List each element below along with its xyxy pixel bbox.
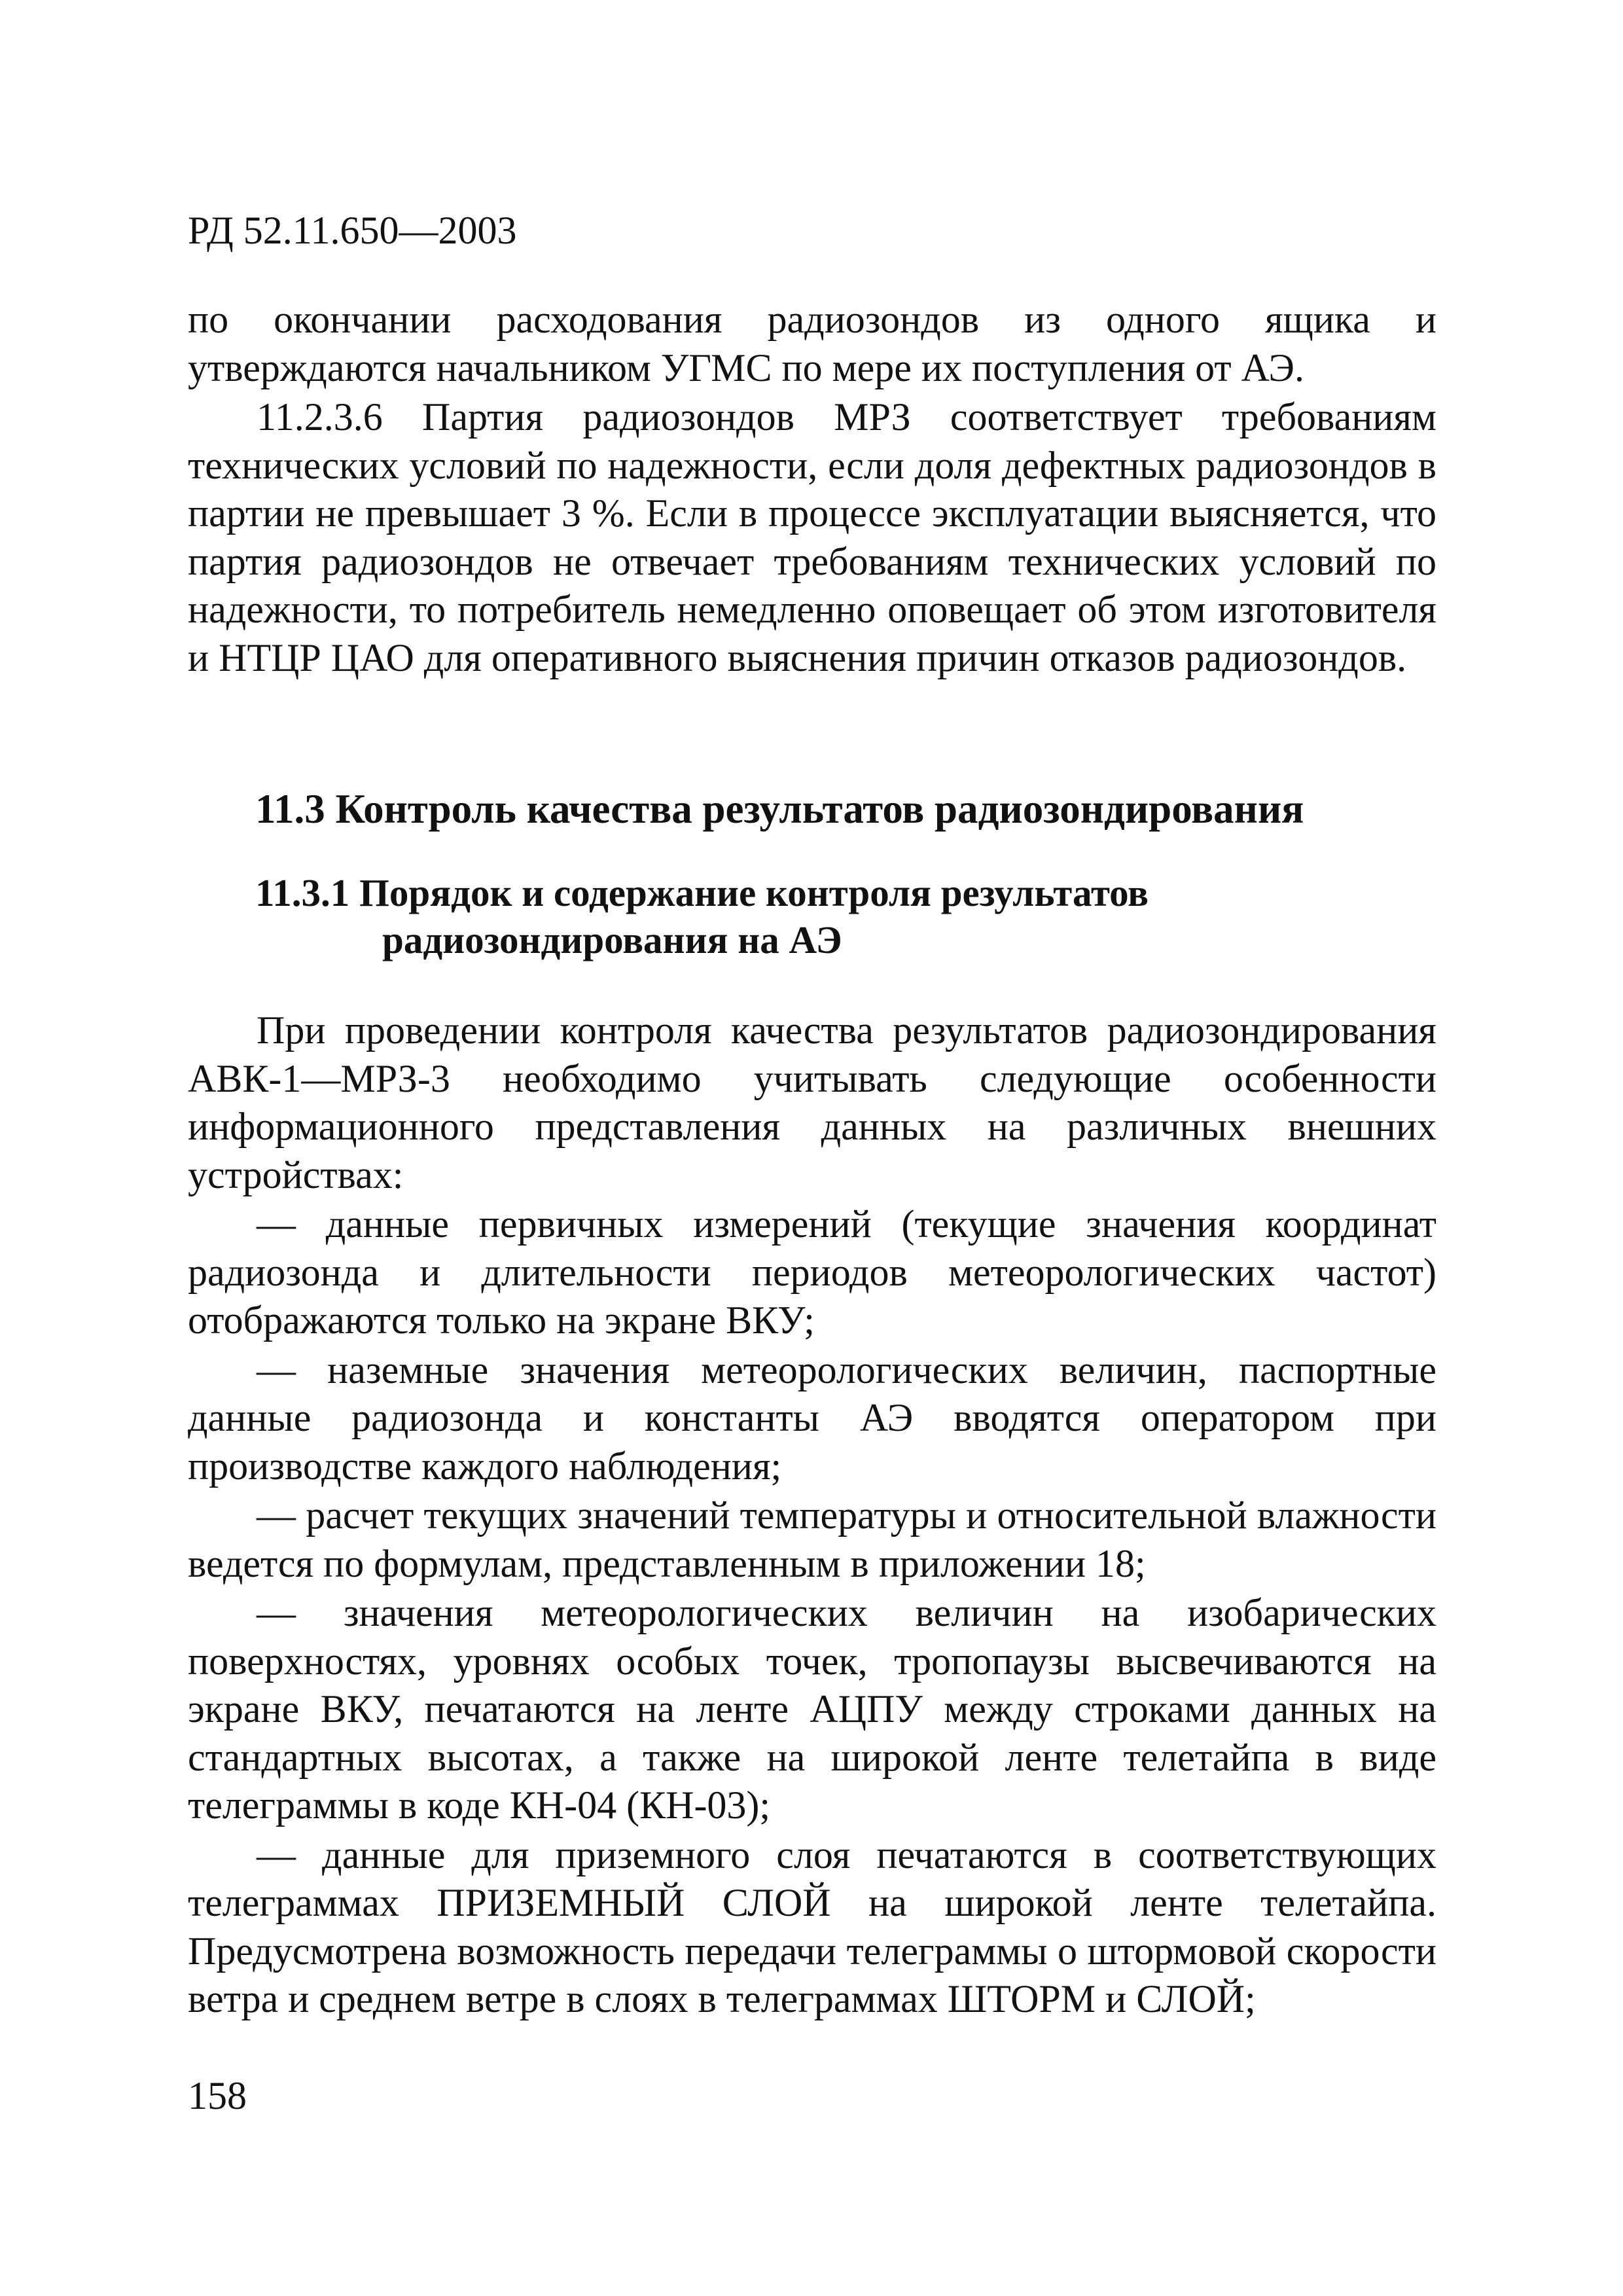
page-number: 158 (188, 2074, 247, 2117)
lead-paragraph: При проведении контроля качества результатов радиозондирования АВК-1—МРЗ-3 необходимо учитывать следующие особенности информационного представления данных на различных внешних устройствах: (188, 1009, 1436, 1196)
list-item: — наземные значения метеорологических величин, паспортные данные радиозонда и константы АЭ вводятся оператором при производстве каждого наблюдения; (188, 1348, 1436, 1488)
intro-block (188, 296, 1436, 682)
subsection-heading-line-1: 11.3.1 Порядок и содержание контроля результатов (255, 871, 1149, 914)
list-item: — значения метеорологических величин на изобарических поверхностях, уровнях особых точек, тропопаузы высвечиваются на экране ВКУ, печатаются на ленте АЦПУ между строками данных на стандартных высотах, а также на широкой ленте телетайпа в виде телеграммы в коде КН-04 (КН-03); (188, 1591, 1436, 1827)
subsection-heading (255, 869, 1149, 963)
section-heading: 11.3 Контроль качества результатов радиозондирования (255, 786, 1304, 832)
continuation-paragraph: по окончании расходования радиозондов из одного ящика и утверждаются начальником УГМС по мере их поступления от АЭ. (188, 298, 1436, 389)
clause-11-2-3-6-paragraph: 11.2.3.6 Партия радиозондов МРЗ соответствует требованиям технических условий по надежности, если доля дефектных радиозондов в партии не превышает 3 %. Если в процессе эксплуатации выясняется, что партия радиозондов не отвечает требованиям технических условий по надежности, то потребитель немедленно оповещает об этом изготовителя и НТЦР ЦАО для оперативного выяснения причин отказов радиозондов. (188, 395, 1436, 679)
document-code-header: РД 52.11.650—2003 (188, 209, 517, 252)
body-block (188, 1007, 1436, 2024)
list-item: — данные для приземного слоя печатаются в соответствующих телеграммах ПРИЗЕМНЫЙ СЛОЙ на широкой ленте телетайпа. Предусмотрена возможность передачи телеграммы о штормовой скорости ветра и среднем ветре в слоях в телеграммах ШТОРМ и СЛОЙ; (188, 1833, 1436, 2020)
subsection-heading-line-2: радиозондирования на АЭ (382, 918, 842, 961)
list-item: — данные первичных измерений (текущие значения координат радиозонда и длительности периодов метеорологических частот) отображаются только на экране ВКУ; (188, 1202, 1436, 1342)
list-item: — расчет текущих значений температуры и относительной влажности ведется по формулам, представленным в приложении 18; (188, 1494, 1436, 1585)
